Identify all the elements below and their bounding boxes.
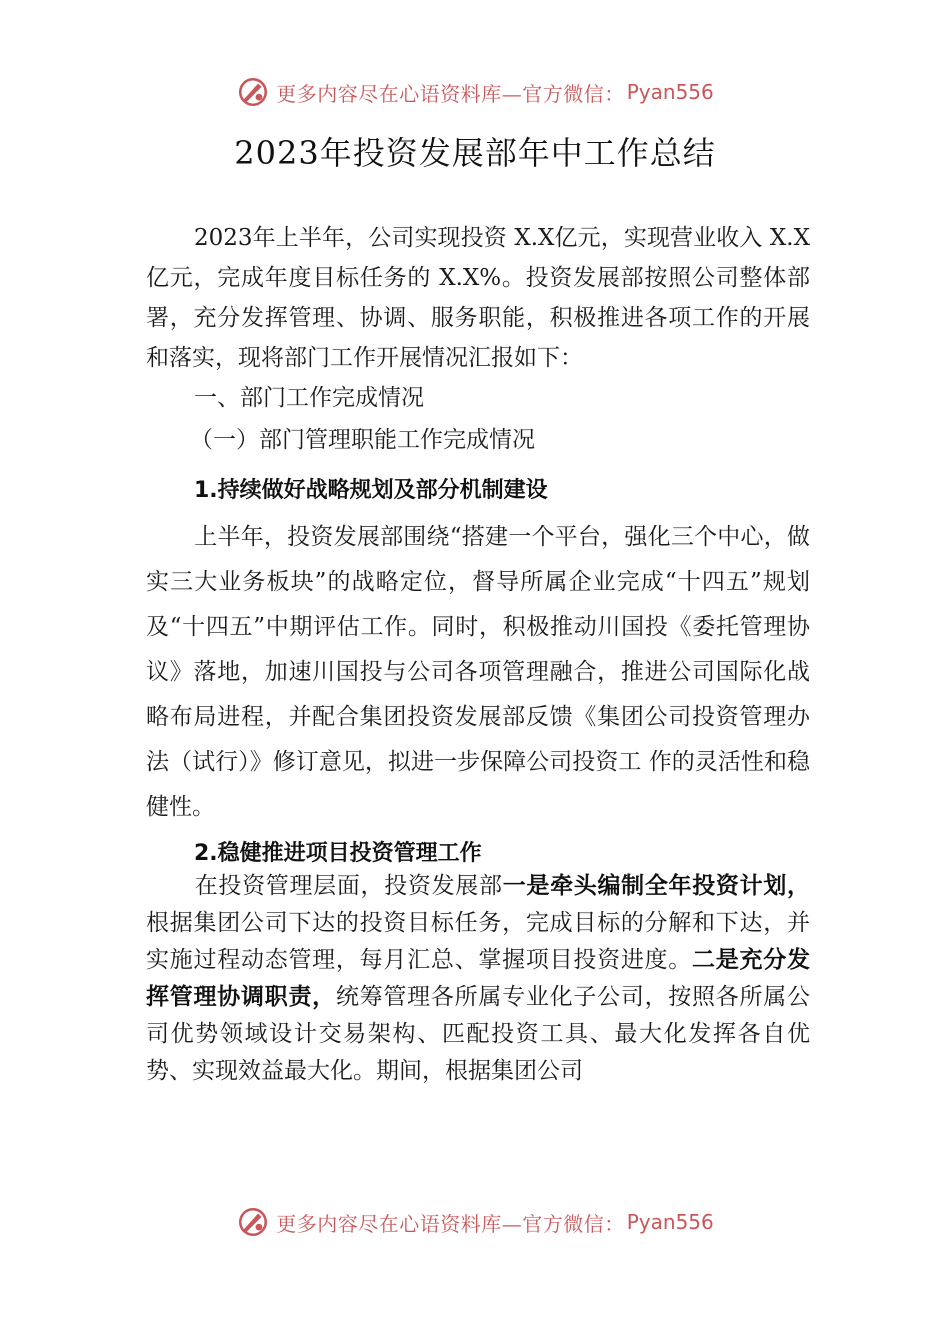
item-heading-2: 2.稳健推进项目投资管理工作 [194,841,482,866]
intro-paragraph [146,218,810,378]
item-body-2-bold-1: 一是牵头编制全年投资计划， [502,873,811,899]
item-body-2-text-2: 统筹管理各所属专业化子公司，按照各所属公司优势领域设计交易架构、匹配投资工具、最大化发挥各自优势、实现效益最大化。期间，根据集团公司 [146,984,811,1084]
item-body-1-text: 上半年，投资发展部围绕“搭建一个平台，强化三个中心，做实三大业务板块”的战略定位，督导所属企业完成“十四五”规划及“十四五”中期评估工作。同时，积极推动川国投《委托管理协议》落地，加速川国投与公司各项管理融合，推进公司国际化战略布局进程，并配合集团投资发展部反馈《集团公司投资管理办法（试行）》修订意见，拟进一步保障公司投资工 作的灵活性和稳健性。 [146,524,810,820]
watermark-text: 更多内容尽在心语资料库—官方微信： [276,81,625,106]
item-body-2-text-1: 根据集团公司下达的投资目标任务，完成目标的分解和下达，并实施过程动态管理，每月汇总、掌握项目投资进度。 [146,910,810,973]
item-body-2 [146,868,810,1090]
watermark-logo-icon [236,1205,270,1239]
item-body-1 [146,515,810,830]
watermark-footer [0,1202,950,1242]
item-heading-1: 1.持续做好战略规划及部分机制建设 [194,478,548,503]
item-body-2-lead: 在投资管理层面，投资发展部 [194,873,503,899]
watermark-id: Pyan556 [626,1210,714,1234]
document-title: 2023年投资发展部年中工作总结 [234,134,716,172]
watermark-header [0,72,950,112]
watermark-text: 更多内容尽在心语资料库—官方微信： [276,1211,625,1236]
watermark-logo-icon [236,75,270,109]
section-heading-1: 一、部门工作完成情况 [194,385,424,411]
subsection-heading-1: （一）部门管理职能工作完成情况 [190,427,535,453]
item-body-2-bold-2: 二是充分发挥管理协调职责， [146,947,811,1010]
intro-text: 2023年上半年，公司实现投资 X.X亿元，实现营业收入 X.X亿元，完成年度目标任务的 X.X%。投资发展部按照公司整体部署，充分发挥管理、协调、服务职能，积极推进各项工作的开展和落实，现将部门工作开展情况汇报如下： [146,225,810,371]
watermark-id: Pyan556 [626,80,714,104]
